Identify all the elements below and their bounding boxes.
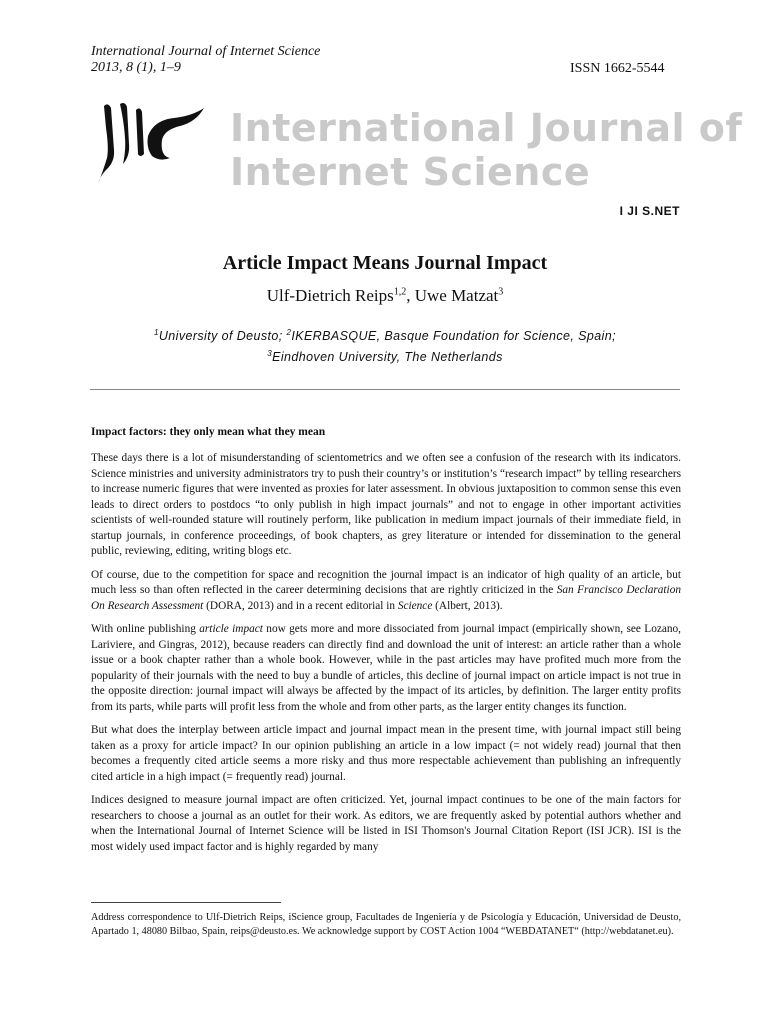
logo-wordmark — [230, 106, 742, 194]
footnote: Address correspondence to Ulf-Dietrich Reips, iScience group, Facultades de Ingeniería y de Psicología y Educación, Universidad de Deusto, Apartado 1, 48080 Bilbao, Spain, reips@deusto.es. We acknowledge support by COST Action 1004 “WEBDATANET“ (http://webdatanet.eu). — [91, 912, 681, 937]
author-name: Uwe Matzat — [414, 286, 499, 305]
journal-site: I JI S.NET — [619, 204, 680, 218]
text-run: (DORA, 2013) and in a recent editorial in — [203, 599, 398, 612]
article-body — [91, 451, 681, 863]
paragraph: These days there is a lot of misunderstanding of scientometrics and we often see a confusion of the research with its indicators. Science ministries and university administrators try to push their country’s or institution’s “research impact” by telling researchers to increase numeric figures that were invented as proxies for later assessment. In obvious juxtaposition to common sense this even leads to direct orders to postdocs “to only publish in high impact journals” and not to engage in other important activities scientists of well-rounded stature will routinely perform, like publication in medium impact journals of their immediate field, in startup journals, in conference proceedings, of book chapters, as grey literature or intended for dissemination to the general public, reviewing, editing, writing blogs etc. — [91, 452, 681, 557]
paragraph — [91, 622, 681, 715]
author-name: Ulf-Dietrich Reips — [266, 286, 394, 305]
logo-line-2: Internet Science — [230, 150, 591, 194]
text-run: With online publishing — [91, 623, 200, 635]
text-run: (Albert, 2013). — [432, 599, 503, 612]
footnote-divider — [91, 902, 281, 903]
author-affil-mark: 1,2 — [393, 286, 407, 298]
italic-run: article impact — [199, 623, 263, 635]
author-affil-mark: 3 — [498, 286, 504, 298]
affiliation-text: IKERBASQUE, Basque Foundation for Science, Spain; — [291, 329, 616, 344]
issn: ISSN 1662-5544 — [570, 61, 665, 76]
paragraph — [91, 568, 681, 615]
journal-header — [91, 44, 320, 76]
affil-mark: 2 — [286, 328, 292, 337]
author-separator: , — [406, 286, 415, 305]
header-divider — [90, 389, 680, 390]
section-heading: Impact factors: they only mean what they mean — [91, 426, 326, 438]
text-run: now gets more and more dissociated from journal impact (empirically shown, see Lozano, Lariviere, and Gingras, 2012), because readers can directly find and download the unit of interest: an article rather than a whole issue or a book chapter rather than a whole book. However, while in the past articles may have profited much more from the popularity of their journals with the need to buy a bundle of articles, this decline of journal impact on article impact is not true in the opposite direction: journal impact will always be affected by the impact of its articles, by definition. The larger entity profits from its parts, while parts will profit less from the whole and from other parts, as the larger entity changes its function. — [91, 623, 681, 713]
author-list — [90, 286, 680, 306]
journal-issue: 2013, 8 (1), 1–9 — [91, 60, 181, 75]
journal-name: International Journal of Internet Science — [91, 44, 321, 59]
affil-mark: 3 — [267, 349, 273, 359]
affiliation-text: Eindhoven University, The Netherlands — [272, 350, 503, 365]
affiliations — [90, 324, 680, 366]
paragraph: Indices designed to measure journal impact are often criticized. Yet, journal impact continues to be one of the main factors for researchers to choose a journal as an outlet for their work. As editors, we are frequently asked by potential authors whether and when the International Journal of Internet Science will be listed in ISI Thomson's Journal Citation Report (ISI JCR). ISI is the most widely used impact factor and is highly regarded by many — [91, 794, 681, 853]
italic-run: Science — [397, 599, 433, 612]
paragraph: But what does the interplay between article impact and journal impact mean in the present time, with journal impact still being taken as a proxy for article impact? In our opinion publishing an article in a low impact (= not widely read) journal that then becomes a frequently cited article seems a more risky and thus more respectable achievement than publishing an infrequently cited article in a high impact (= frequently read) journal. — [91, 724, 681, 783]
affiliation-text: University of Deusto; — [158, 329, 287, 344]
italic-run: San Francisco Declaration On Research Assessment — [91, 584, 681, 612]
affiliation-line — [90, 345, 680, 366]
logo-line-1: International Journal of — [230, 106, 743, 150]
article-title: Article Impact Means Journal Impact — [222, 252, 548, 274]
text-run: Of course, due to the competition for space and recognition the journal impact is an indicator of high quality of an article, but much less so than often reflected in the career determining decisions that are rightly criticized in the — [91, 568, 681, 596]
affil-mark: 1 — [154, 328, 159, 337]
affiliation-line — [90, 324, 680, 345]
journal-logo-icon — [92, 98, 222, 190]
